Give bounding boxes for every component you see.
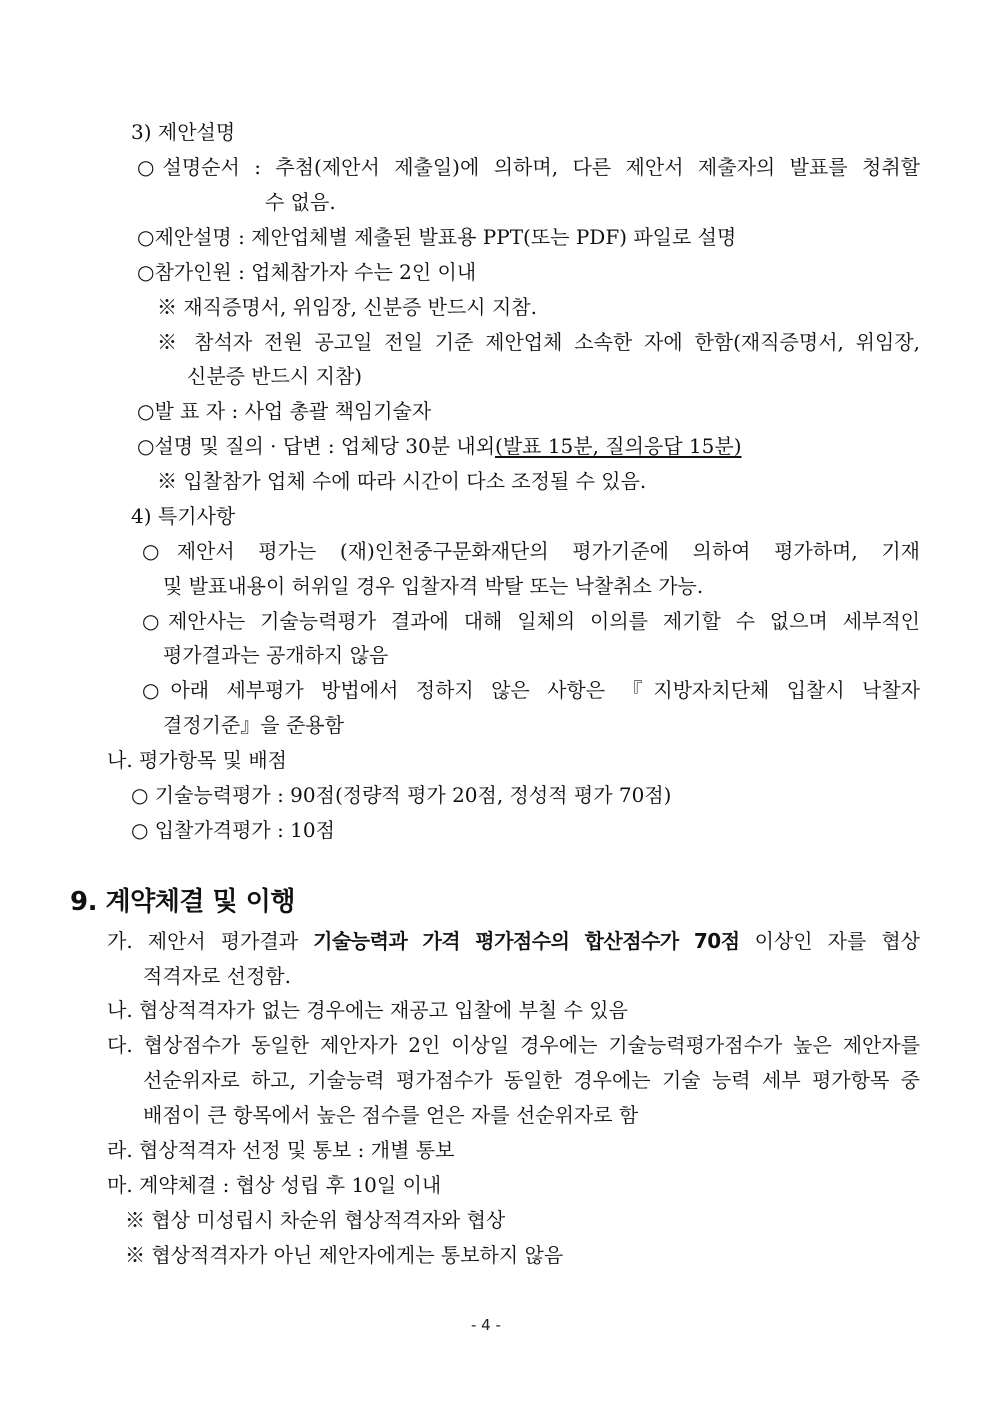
presentation-attendees: ○참가인원 : 업체참가자 수는 2인 이내 (137, 260, 477, 284)
contract-item-ga-suffix: 이상인 자를 협상 (739, 929, 920, 953)
contract-item-ma: 마. 계약체결 : 협상 성립 후 10일 이내 (107, 1173, 442, 1197)
subsection-heading-presentation: 3) 제안설명 (131, 120, 236, 144)
contract-item-da-line2: 선순위자로 하고, 기술능력 평가점수가 동일한 경우에는 기술 능력 세부 평가항목 중 (143, 1068, 920, 1092)
special-note-2-line2: 평가결과는 공개하지 않음 (163, 643, 389, 667)
special-note-2-line1: ○제안사는 기술능력평가 결과에 대해 일체의 이의를 제기할 수 없으며 세부적인 (142, 609, 920, 633)
presentation-qa (137, 433, 742, 459)
subsection-heading-special-notes: 4) 특기사항 (131, 504, 236, 528)
section-title-contract: 9. 계약체결 및 이행 (70, 887, 295, 917)
contract-item-da-line3: 배점이 큰 항목에서 높은 점수를 얻은 자를 선순위자로 함 (143, 1103, 639, 1127)
presentation-presenter: ○발 표 자 : 사업 총괄 책임기술자 (137, 399, 432, 423)
contract-item-ga-line1 (107, 928, 920, 954)
presentation-order-line1: ○설명순서 : 추첨(제안서 제출일)에 의하며, 다른 제안서 제출자의 발표를 청취할 (137, 155, 920, 179)
special-note-1-line1: ○제안서 평가는 (재)인천중구문화재단의 평가기준에 의하여 평가하며, 기재 (142, 539, 920, 563)
special-note-3-line1: ○아래 세부평가 방법에서 정하지 않은 사항은 『지방자치단체 입찰시 낙찰자 (142, 678, 920, 702)
presentation-method: ○제안설명 : 제안업체별 제출된 발표용 PPT(또는 PDF) 파일로 설명 (137, 225, 737, 249)
evaluation-technical: ○ 기술능력평가 : 90점(정량적 평가 20점, 정성적 평가 70점) (131, 783, 672, 807)
page-number: - 4 - (471, 1316, 501, 1334)
contract-item-ga-prefix: 가. 제안서 평가결과 (107, 929, 314, 953)
evaluation-items-heading: 나. 평가항목 및 배점 (107, 748, 287, 772)
presentation-order-line2: 수 없음. (265, 190, 336, 214)
presentation-qa-text: ○설명 및 질의 · 답변 : 업체당 30분 내외 (137, 434, 496, 458)
contract-item-ga-emphasis: 기술능력과 가격 평가점수의 합산점수가 70점 (313, 929, 740, 953)
contract-item-na: 나. 협상적격자가 없는 경우에는 재공고 입찰에 부칠 수 있음 (107, 998, 628, 1022)
note-required-documents: ※ 재직증명서, 위임장, 신분증 반드시 지참. (157, 295, 537, 319)
contract-note-1: ※ 협상 미성립시 차순위 협상적격자와 협상 (125, 1208, 506, 1232)
contract-item-ra: 라. 협상적격자 선정 및 통보 : 개별 통보 (107, 1138, 455, 1162)
contract-note-2: ※ 협상적격자가 아닌 제안자에게는 통보하지 않음 (125, 1243, 564, 1267)
presentation-qa-duration: (발표 15분, 질의응답 15분) (495, 434, 742, 458)
contract-item-ga-line2: 적격자로 선정함. (143, 964, 291, 988)
special-note-3-line2: 결정기준』을 준용함 (163, 713, 344, 737)
contract-item-da-line1: 다. 협상점수가 동일한 제안자가 2인 이상일 경우에는 기술능력평가점수가 높은 제안자를 (107, 1033, 920, 1057)
note-eligibility-line2: 신분증 반드시 지참) (187, 364, 363, 388)
note-eligibility-line1: ※ 참석자 전원 공고일 전일 기준 제안업체 소속한 자에 한함(재직증명서, 위임장, (157, 330, 920, 354)
special-note-1-line2: 및 발표내용이 허위일 경우 입찰자격 박탈 또는 낙찰취소 가능. (163, 574, 704, 598)
evaluation-price: ○ 입찰가격평가 : 10점 (131, 818, 335, 842)
note-time-adjustment: ※ 입찰참가 업체 수에 따라 시간이 다소 조정될 수 있음. (157, 469, 647, 493)
